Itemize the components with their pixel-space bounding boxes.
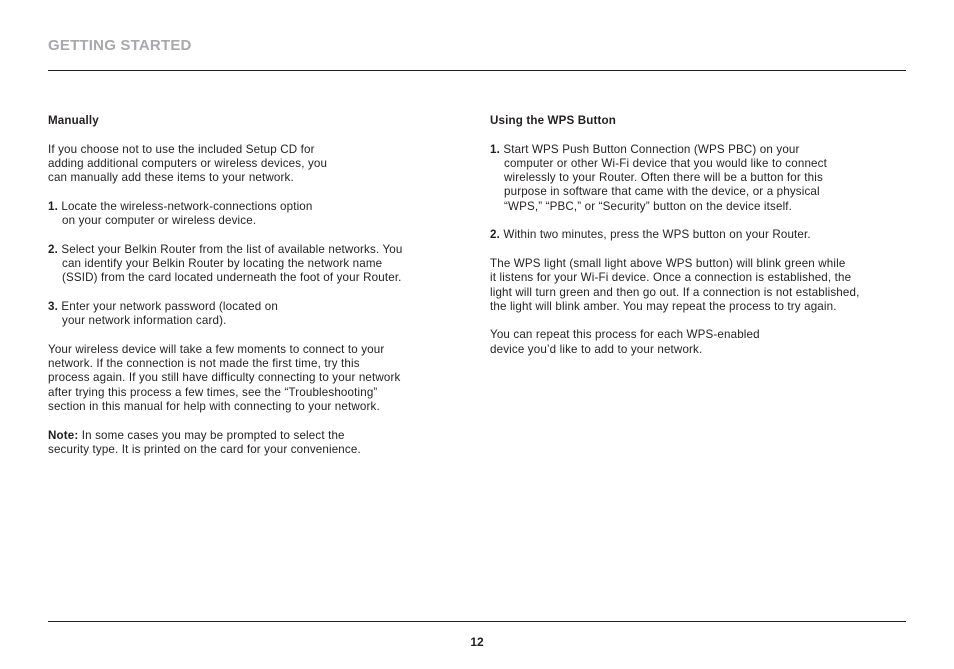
- step-number: 2.: [48, 242, 58, 256]
- step-text: Locate the wireless-network-connections option: [57, 199, 313, 213]
- text-line: after trying this process a few times, see the “Troubleshooting”: [48, 385, 378, 399]
- text-line: it listens for your Wi-Fi device. Once a connection is established, the: [490, 271, 852, 285]
- left-column: [48, 114, 458, 471]
- text-line: [48, 200, 458, 214]
- text-line: [48, 429, 458, 443]
- text-line: [490, 143, 910, 157]
- note-text: In some cases you may be prompted to select the: [78, 428, 345, 442]
- wps-step-2: [490, 228, 910, 242]
- step-number: 1.: [490, 142, 500, 156]
- wps-light-paragraph: [490, 257, 910, 314]
- text-line: device you’d like to add to your network.: [490, 342, 703, 356]
- text-line: [48, 300, 458, 314]
- text-line: computer or other Wi-Fi device that you would like to connect: [504, 156, 827, 170]
- wps-repeat-paragraph: [490, 328, 910, 357]
- note-label: Note:: [48, 428, 79, 442]
- manual-step-3: [48, 300, 458, 329]
- manual-step-2: [48, 243, 458, 286]
- text-line: [490, 228, 910, 242]
- section-title: GETTING STARTED: [48, 37, 192, 54]
- footer-divider: [48, 621, 906, 622]
- step-number: 3.: [48, 299, 58, 313]
- text-line: the light will blink amber. You may repeat the process to try again.: [490, 299, 837, 313]
- text-line: [48, 243, 458, 257]
- step-number: 2.: [490, 228, 500, 242]
- wps-heading: Using the WPS Button: [490, 114, 617, 127]
- step-text: Select your Belkin Router from the list of available networks. You: [57, 242, 403, 256]
- text-line: security type. It is printed on the card for your convenience.: [48, 442, 361, 456]
- text-line: network. If the connection is not made the first time, try this: [48, 357, 360, 371]
- text-line: adding additional computers or wireless devices, you: [48, 156, 328, 170]
- text-line: can manually add these items to your network.: [48, 171, 294, 185]
- page-number: 12: [470, 635, 484, 649]
- note-paragraph: [48, 429, 458, 458]
- text-line: can identify your Belkin Router by locating the network name: [62, 256, 383, 270]
- wps-step-1: [490, 143, 910, 214]
- manual-step-1: [48, 200, 458, 229]
- manual-intro-paragraph: [48, 143, 458, 186]
- text-line: process again. If you still have difficulty connecting to your network: [48, 371, 401, 385]
- text-line: purpose in software that came with the device, or a physical: [504, 185, 820, 199]
- text-line: You can repeat this process for each WPS-enabled: [490, 328, 760, 342]
- manually-heading: Manually: [48, 114, 99, 127]
- step-number: 1.: [48, 199, 58, 213]
- text-line: section in this manual for help with connecting to your network.: [48, 399, 380, 413]
- step-text: Start WPS Push Button Connection (WPS PBC) on your: [499, 142, 800, 156]
- text-line: Your wireless device will take a few moments to connect to your: [48, 342, 385, 356]
- text-line: on your computer or wireless device.: [62, 214, 257, 228]
- text-line: (SSID) from the card located underneath the foot of your Router.: [62, 271, 402, 285]
- text-line: If you choose not to use the included Setup CD for: [48, 142, 315, 156]
- right-column: [490, 114, 910, 371]
- connection-paragraph: [48, 343, 458, 414]
- text-line: your network information card).: [62, 314, 227, 328]
- text-line: light will turn green and then go out. If a connection is not established,: [490, 285, 860, 299]
- step-text: Enter your network password (located on: [57, 299, 278, 313]
- header-divider: [48, 70, 906, 71]
- text-line: The WPS light (small light above WPS button) will blink green while: [490, 256, 846, 270]
- text-line: wirelessly to your Router. Often there will be a button for this: [504, 171, 823, 185]
- text-line: “WPS,” “PBC,” or “Security” button on the device itself.: [504, 199, 793, 213]
- step-text: Within two minutes, press the WPS button on your Router.: [499, 228, 811, 242]
